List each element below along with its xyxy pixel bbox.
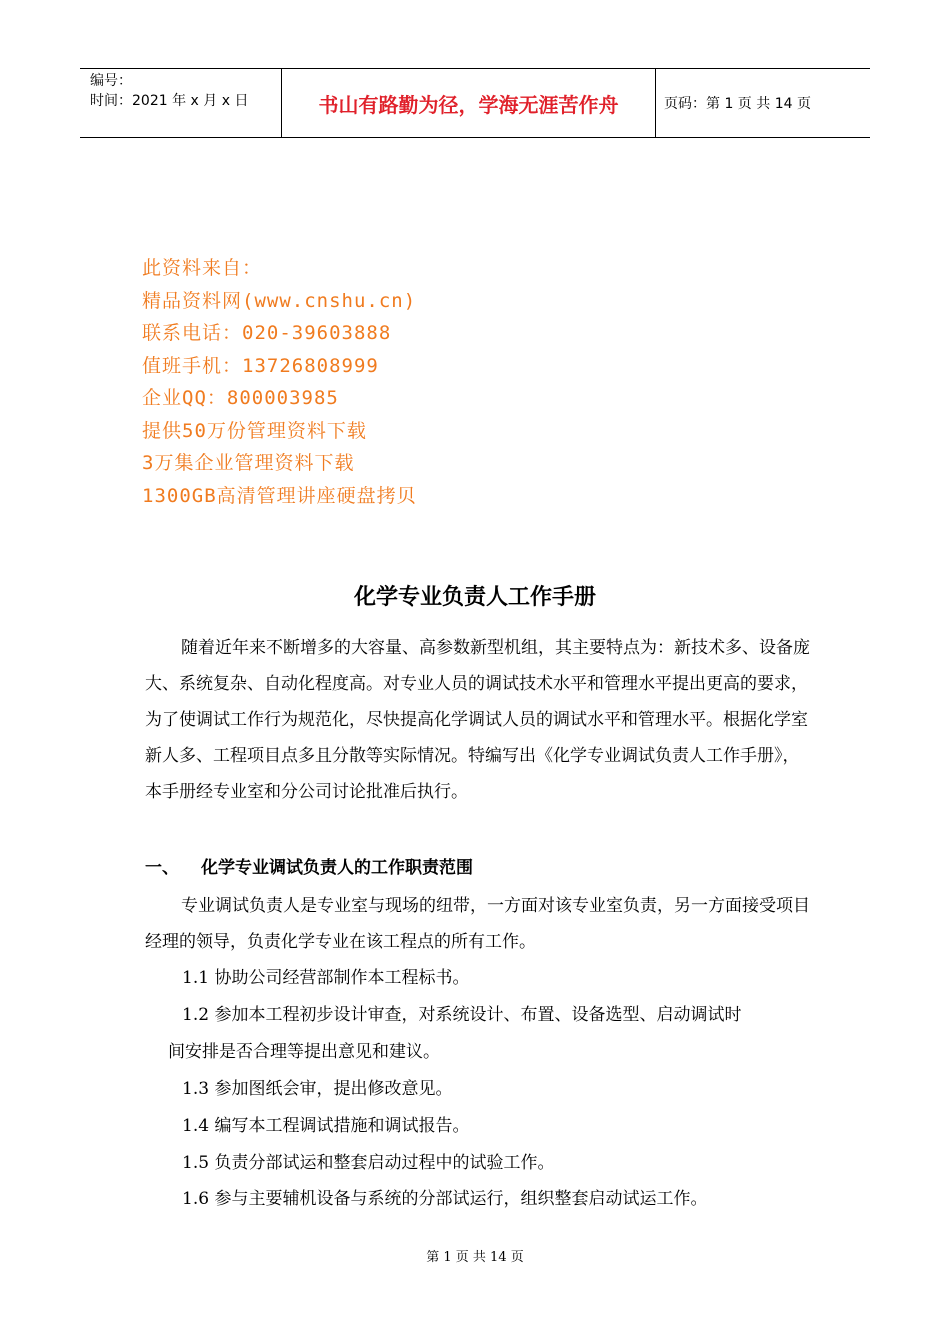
section-paragraph: 专业调试负责人是专业室与现场的纽带，一方面对该专业室负责，另一方面接受项目经理的领导，负责化学专业在该工程点的所有工作。: [145, 896, 810, 952]
promo-line: 企业QQ：800003985: [142, 387, 339, 409]
list-item: 1.3 参加图纸会审，提出修改意见。: [182, 1079, 453, 1099]
list-item: 1.4 编写本工程调试措施和调试报告。: [182, 1116, 470, 1136]
header-page-info: 页码：第 1 页 共 14 页: [664, 96, 811, 112]
list-item-continuation: 间安排是否合理等提出意见和建议。: [168, 1042, 440, 1062]
promo-line: 联系电话：020-39603888: [142, 322, 392, 344]
section-heading: [145, 853, 473, 878]
list-item: 1.1 协助公司经营部制作本工程标书。: [182, 968, 470, 988]
promo-block: [142, 252, 417, 512]
list-item: 1.6 参与主要辅机设备与系统的分部试运行，组织整套启动试运工作。: [182, 1189, 708, 1209]
doc-date: 时间：2021 年 x 月 x 日: [90, 93, 249, 109]
document-title: 化学专业负责人工作手册: [353, 585, 596, 610]
promo-line: 值班手机：13726808999: [142, 354, 379, 377]
header-motto: 书山有路勤为径，学海无涯苦作舟: [282, 69, 656, 137]
page-footer: 第 1 页 共 14 页: [426, 1250, 524, 1265]
section-number: 一、: [145, 858, 179, 878]
section-heading-text: 化学专业调试负责人的工作职责范围: [201, 858, 473, 878]
page-header: [80, 68, 870, 138]
header-meta: [80, 69, 282, 137]
list-item: 1.2 参加本工程初步设计审查，对系统设计、布置、设备选型、启动调试时: [182, 1005, 742, 1025]
promo-line: 1300GB高清管理讲座硬盘拷贝: [142, 484, 417, 507]
doc-number-label: 编号：: [90, 73, 132, 89]
promo-line: 此资料来自：: [142, 257, 263, 279]
list-item: 1.5 负责分部试运和整套启动过程中的试验工作。: [182, 1153, 555, 1173]
intro-paragraph: 随着近年来不断增多的大容量、高参数新型机组，其主要特点为：新技术多、设备庞大、系统复杂、自动化程度高。对专业人员的调试技术水平和管理水平提出更高的要求，为了使调试工作行为规范化，尽快提高化学调试人员的调试水平和管理水平。根据化学室新人多、工程项目点多且分散等实际情况。特编写出《化学专业调试负责人工作手册》，本手册经专业室和分公司讨论批准后执行。: [145, 638, 810, 802]
promo-line: 精品资料网(www.cnshu.cn): [142, 289, 417, 312]
promo-line: 3万集企业管理资料下载: [142, 452, 355, 474]
promo-line: 提供50万份管理资料下载: [142, 419, 367, 442]
